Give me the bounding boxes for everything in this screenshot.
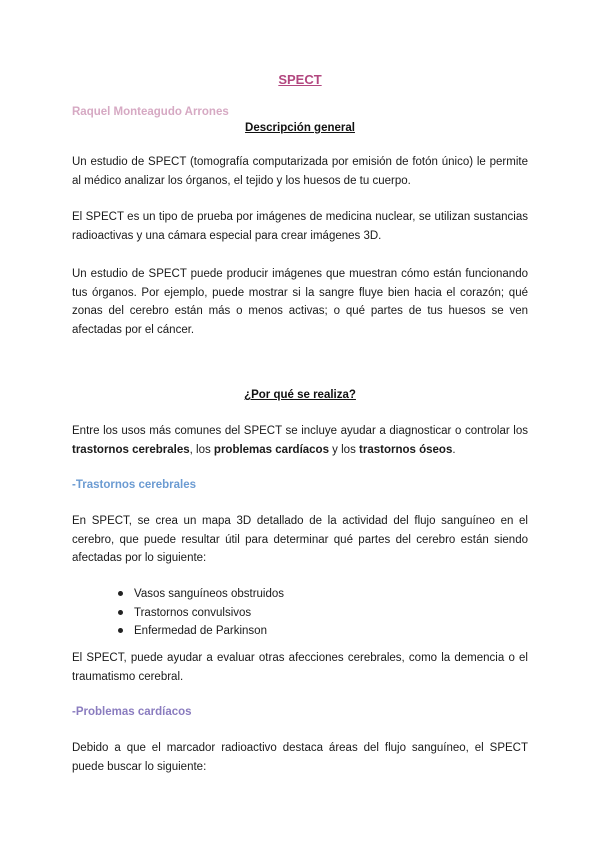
list-item-text: Trastornos convulsivos — [134, 606, 252, 619]
author-name: Raquel Monteagudo Arrones — [72, 106, 229, 118]
paragraph-marcador: Debido a que el marcador radioactivo destaca áreas del flujo sanguíneo, el SPECT puede buscar lo siguiente: — [72, 742, 528, 773]
subheading-problemas-cardiacos: -Problemas cardíacos — [72, 706, 192, 718]
paragraph-usos — [72, 422, 528, 459]
document-title: SPECT — [278, 72, 322, 87]
list-item-text: Enfermedad de Parkinson — [134, 625, 267, 637]
usos-bold-cardiacos: problemas cardíacos — [213, 443, 329, 456]
subheading-trastornos-cerebrales: -Trastornos cerebrales — [72, 479, 197, 491]
list-item-text: Vasos sanguíneos obstruidos — [134, 588, 285, 600]
list-item — [118, 604, 284, 623]
list-item — [118, 585, 284, 604]
bullet-list-cerebrales — [118, 585, 284, 641]
paragraph-nuclear: El SPECT es un tipo de prueba por imágenes de medicina nuclear, se utilizan sustancias radioactivas y una cámara especial para crear imágenes 3D. — [72, 211, 528, 242]
section-heading-por-que: ¿Por qué se realiza? — [244, 389, 356, 401]
usos-text: Entre los usos más comunes del SPECT se incluye ayudar a diagnosticar o controlar los — [72, 425, 528, 437]
bullet-icon — [118, 628, 123, 633]
bullet-icon — [118, 610, 123, 615]
paragraph-mapa-3d: En SPECT, se crea un mapa 3D detallado de la actividad del flujo sanguíneo en el cerebro, que puede resultar útil para determinar qué partes del cerebro están siendo afectadas por lo siguiente: — [72, 515, 528, 564]
usos-bold-oseos: trastornos óseos — [359, 443, 453, 456]
usos-bold-cerebrales: trastornos cerebrales — [72, 443, 190, 456]
usos-sep: y los — [328, 443, 360, 456]
paragraph-imagenes: Un estudio de SPECT puede producir imágenes que muestran cómo están funcionando tus órganos. Por ejemplo, puede mostrar si la sangre fluye bien hacia el corazón; qué zonas del cerebro están más o menos activas; o qué partes de tus huesos se ven afectadas por el cáncer. — [72, 268, 528, 336]
paragraph-intro: Un estudio de SPECT (tomografía computarizada por emisión de fotón único) le permite al médico analizar los órganos, el tejido y los huesos de tu cuerpo. — [72, 156, 528, 187]
list-item — [118, 622, 284, 641]
paragraph-afecciones: El SPECT, puede ayudar a evaluar otras afecciones cerebrales, como la demencia o el traumatismo cerebral. — [72, 652, 528, 683]
usos-end: . — [452, 443, 456, 456]
section-heading-descripcion: Descripción general — [245, 122, 355, 134]
bullet-icon — [118, 591, 123, 596]
usos-sep: , los — [189, 443, 214, 456]
